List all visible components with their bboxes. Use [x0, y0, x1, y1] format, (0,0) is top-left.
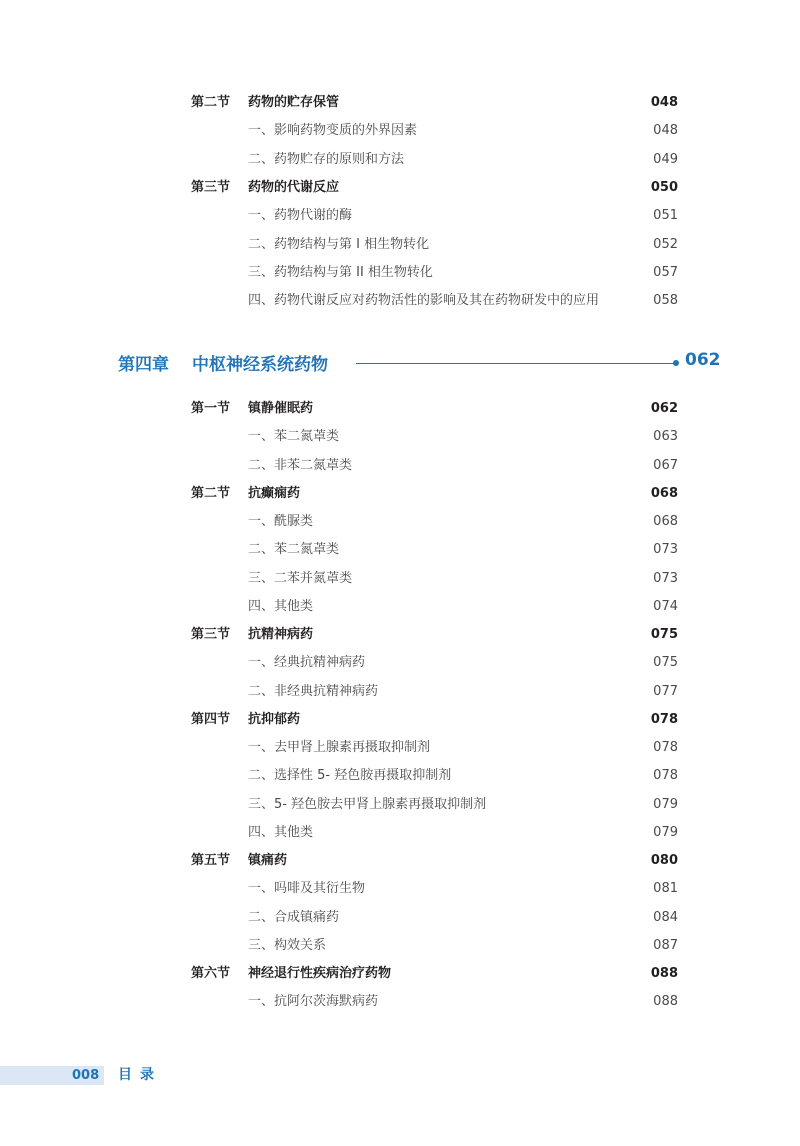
page-number: 068 — [650, 485, 678, 501]
page-number: 048 — [653, 123, 678, 139]
item-title: 一、抗阿尔茨海默病药 — [248, 994, 379, 1010]
item-title: 二、非经典抗精神病药 — [248, 683, 379, 699]
toc-item-row[interactable] — [0, 536, 800, 564]
section-number: 第二节 — [191, 485, 231, 501]
item-title: 三、二苯并氮䓬类 — [248, 570, 353, 586]
item-title: 一、影响药物变质的外界因素 — [248, 123, 418, 139]
item-title: 二、非苯二氮䓬类 — [248, 457, 353, 473]
item-title: 二、合成镇痛药 — [248, 909, 340, 925]
item-title: 一、药物代谢的酶 — [248, 208, 353, 224]
toc-item-row[interactable] — [0, 287, 800, 315]
page-number: 057 — [653, 264, 678, 280]
toc-section-row[interactable] — [0, 89, 800, 117]
toc-section-row[interactable] — [0, 395, 800, 423]
item-title: 二、苯二氮䓬类 — [248, 542, 340, 558]
chapter-leader-dot — [673, 360, 679, 366]
section-title: 神经退行性疾病治疗药物 — [248, 966, 392, 981]
toc-item-row[interactable] — [0, 593, 800, 621]
item-title: 二、药物结构与第 I 相生物转化 — [248, 236, 430, 252]
page-number: 073 — [653, 570, 678, 586]
page-number: 087 — [653, 937, 678, 953]
section-number: 第一节 — [191, 401, 231, 416]
page-number: 075 — [653, 655, 678, 671]
footer-page-number: 008 — [72, 1068, 100, 1083]
toc-item-row[interactable] — [0, 259, 800, 287]
section-title: 镇静催眠药 — [248, 401, 314, 416]
toc-section-row[interactable] — [0, 847, 800, 875]
chapter-number: 第四章 — [118, 355, 169, 375]
toc-item-row[interactable] — [0, 202, 800, 230]
page-number: 088 — [653, 994, 678, 1010]
toc-item-row[interactable] — [0, 565, 800, 593]
page-number: 062 — [650, 401, 678, 416]
page-number: 074 — [653, 598, 678, 614]
page-number: 068 — [653, 514, 678, 529]
section-title: 药物的代谢反应 — [248, 179, 340, 195]
item-title: 四、其他类 — [248, 598, 314, 614]
item-title: 一、酰脲类 — [248, 514, 314, 529]
page-number: 050 — [650, 179, 678, 195]
chapter-title: 中枢神经系统药物 — [192, 355, 328, 375]
item-title: 四、其他类 — [248, 824, 314, 840]
toc-section-row[interactable] — [0, 621, 800, 649]
item-title: 三、构效关系 — [248, 937, 327, 953]
section-number: 第二节 — [191, 95, 231, 110]
page-number: 067 — [653, 457, 678, 473]
section-title: 抗抑郁药 — [248, 711, 301, 727]
section-number: 第三节 — [191, 627, 231, 642]
page-number: 079 — [653, 824, 678, 840]
toc-section-row[interactable] — [0, 706, 800, 734]
item-title: 一、苯二氮䓬类 — [248, 429, 340, 445]
toc-item-row[interactable] — [0, 819, 800, 847]
page-number: 088 — [650, 966, 678, 981]
toc-item-row[interactable] — [0, 904, 800, 932]
toc-item-row[interactable] — [0, 649, 800, 677]
item-title: 一、去甲肾上腺素再摄取抑制剂 — [248, 740, 431, 755]
chapter-leader-line — [356, 363, 674, 364]
section-number: 第三节 — [191, 179, 231, 195]
item-title: 二、药物贮存的原则和方法 — [248, 151, 405, 167]
section-title: 抗癫痫药 — [248, 485, 301, 501]
page-number: 049 — [653, 151, 678, 167]
page-number: 073 — [653, 542, 678, 558]
chapter-page-number: 062 — [685, 350, 721, 370]
section-number: 第四节 — [191, 711, 231, 727]
section-number: 第五节 — [191, 853, 231, 868]
section-title: 药物的贮存保管 — [248, 95, 340, 110]
page-number: 078 — [653, 768, 678, 784]
page-number: 075 — [650, 627, 678, 642]
page-number: 080 — [650, 853, 678, 868]
page-number: 063 — [653, 429, 678, 445]
page-number: 052 — [653, 236, 678, 252]
toc-section-row[interactable] — [0, 174, 800, 202]
toc-item-row[interactable] — [0, 988, 800, 1016]
toc-item-row[interactable] — [0, 508, 800, 536]
toc-item-row[interactable] — [0, 117, 800, 145]
toc-item-row[interactable] — [0, 678, 800, 706]
page-number: 077 — [653, 683, 678, 699]
toc-item-row[interactable] — [0, 762, 800, 790]
item-title: 三、5- 羟色胺去甲肾上腺素再摄取抑制剂 — [248, 796, 487, 812]
section-title: 镇痛药 — [248, 853, 288, 868]
section-title: 抗精神病药 — [248, 627, 314, 642]
page-number: 048 — [650, 95, 678, 110]
toc-section-row[interactable] — [0, 480, 800, 508]
item-title: 四、药物代谢反应对药物活性的影响及其在药物研发中的应用 — [248, 293, 600, 309]
page-number: 078 — [653, 740, 678, 755]
footer-title: 目录 — [118, 1067, 162, 1083]
page-number: 058 — [653, 293, 678, 309]
toc-item-row[interactable] — [0, 146, 800, 174]
chapter-heading — [0, 348, 800, 380]
toc-item-row[interactable] — [0, 231, 800, 259]
page-number: 078 — [650, 711, 678, 727]
page-number: 084 — [653, 909, 678, 925]
toc-item-row[interactable] — [0, 423, 800, 451]
item-title: 一、吗啡及其衍生物 — [248, 881, 366, 897]
toc-section-row[interactable] — [0, 960, 800, 988]
page-number: 079 — [653, 796, 678, 812]
page-number: 081 — [653, 881, 678, 897]
toc-item-row[interactable] — [0, 734, 800, 762]
page-number: 051 — [653, 208, 678, 224]
toc-item-row[interactable] — [0, 932, 800, 960]
item-title: 一、经典抗精神病药 — [248, 655, 366, 671]
section-number: 第六节 — [191, 966, 231, 981]
item-title: 二、选择性 5- 羟色胺再摄取抑制剂 — [248, 768, 452, 784]
toc-item-row[interactable] — [0, 452, 800, 480]
toc-item-row[interactable] — [0, 875, 800, 903]
toc-item-row[interactable] — [0, 791, 800, 819]
item-title: 三、药物结构与第 II 相生物转化 — [248, 264, 433, 280]
